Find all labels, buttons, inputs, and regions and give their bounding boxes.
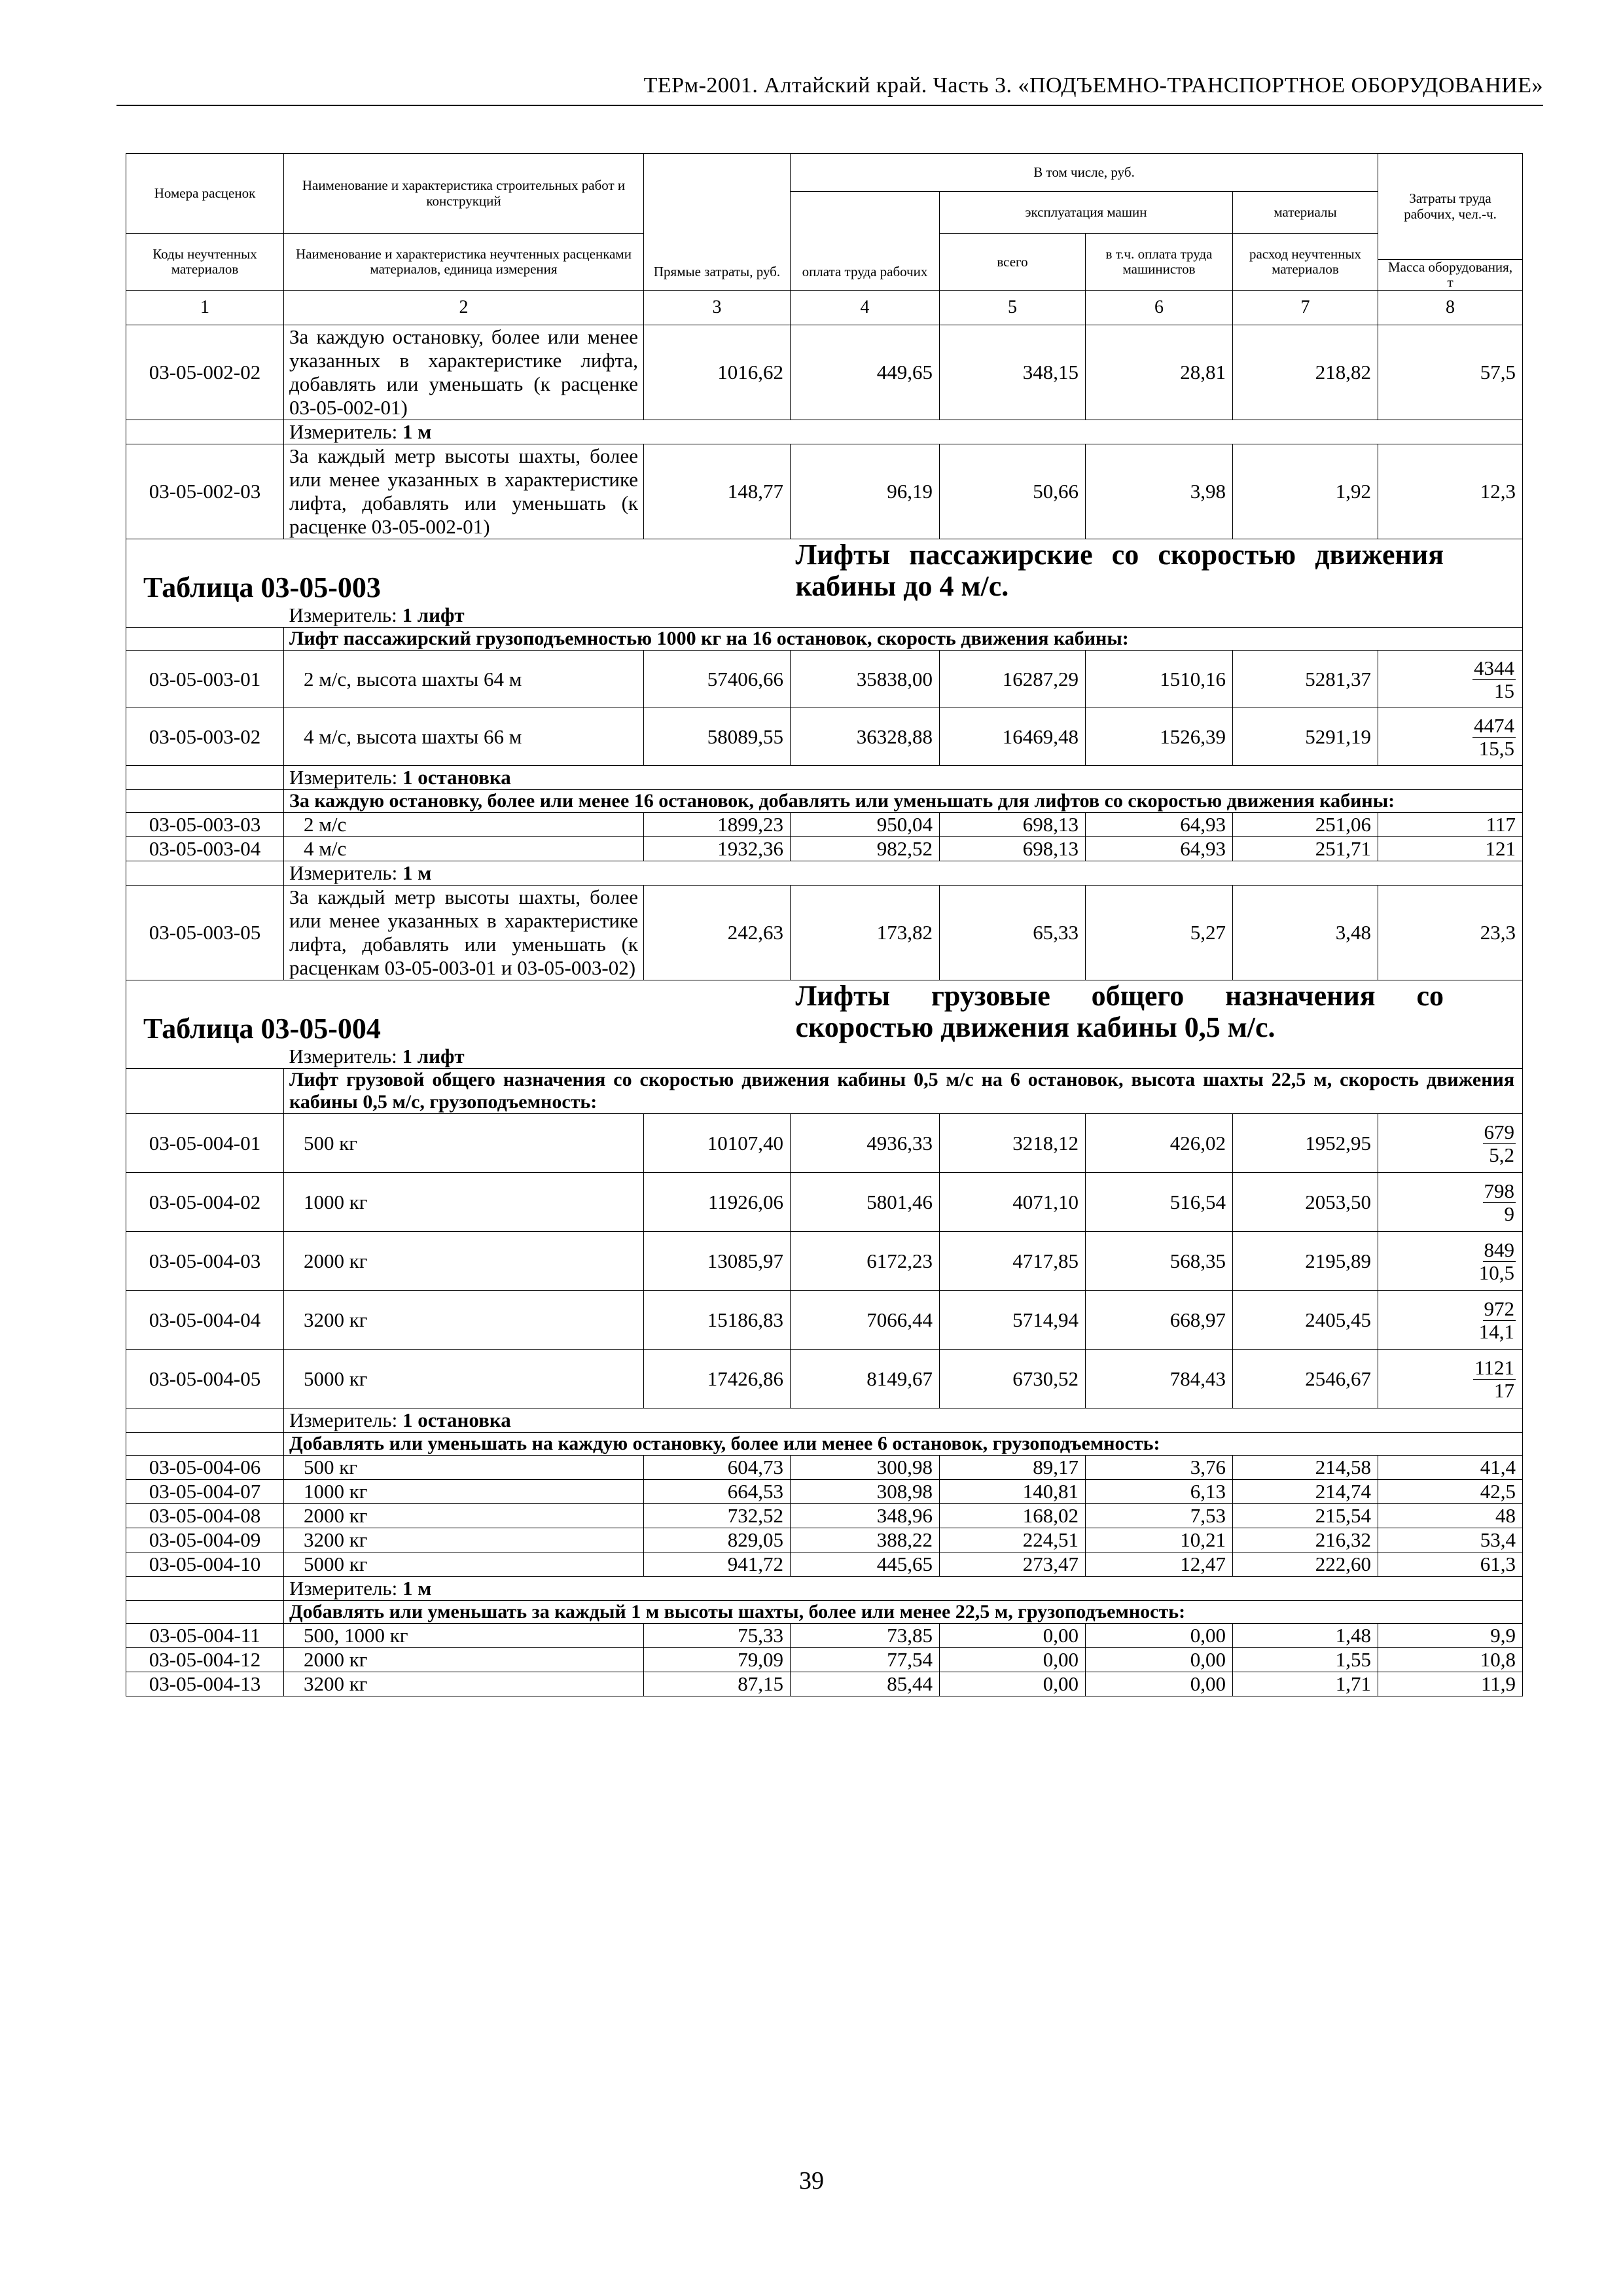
machine-total: 5714,94: [940, 1291, 1086, 1350]
rate-code: 03-05-004-12: [126, 1648, 284, 1672]
machine-total: 4717,85: [940, 1232, 1086, 1291]
rate-name: 3200 кг: [284, 1291, 644, 1350]
rate-name: 500 кг: [284, 1456, 644, 1480]
labor-costs: 10,8: [1378, 1648, 1523, 1672]
operator-pay: 0,00: [1086, 1624, 1233, 1648]
machine-total: 3218,12: [940, 1114, 1086, 1173]
rate-name: 2000 кг: [284, 1504, 644, 1528]
machine-total: 50,66: [940, 444, 1086, 539]
table-row: [126, 1672, 1523, 1696]
materials-cost: 1952,95: [1233, 1114, 1378, 1173]
section-row: [126, 1069, 1523, 1114]
direct-costs: 15186,83: [644, 1291, 791, 1350]
table-row: [126, 1528, 1523, 1552]
operator-pay: 516,54: [1086, 1173, 1233, 1232]
col-direct-costs: Прямые затраты, руб.: [644, 154, 791, 291]
table-description: Лифты пассажирские со скоростью движения кабины до 4 м/с.: [791, 539, 1523, 604]
price-table-container: [126, 153, 1522, 1696]
rate-code: 03-05-004-10: [126, 1552, 284, 1577]
labor-costs: 9,9: [1378, 1624, 1523, 1648]
direct-costs: 1899,23: [644, 813, 791, 837]
direct-costs: 148,77: [644, 444, 791, 539]
col-machine-ops: эксплуатация машин: [940, 192, 1233, 234]
col-number: 4: [791, 291, 940, 325]
worker-pay: 173,82: [791, 886, 940, 980]
measure-unit: Измеритель: 1 лифт: [284, 1045, 1523, 1069]
col-name-materials: Наименование и характеристика неучтенных расценками материалов, единица измерения: [284, 234, 644, 291]
labor-costs: 11,9: [1378, 1672, 1523, 1696]
table-title-row: [126, 539, 1523, 604]
direct-costs: 75,33: [644, 1624, 791, 1648]
column-numbers-row: [126, 291, 1523, 325]
rate-name: 1000 кг: [284, 1173, 644, 1232]
labor-costs: 53,4: [1378, 1528, 1523, 1552]
machine-total: 348,15: [940, 325, 1086, 420]
rate-name: 4 м/с: [284, 837, 644, 861]
machine-total: 0,00: [940, 1648, 1086, 1672]
rate-name: 2000 кг: [284, 1232, 644, 1291]
col-material-codes: Коды неучтенных материалов: [126, 234, 284, 291]
operator-pay: 12,47: [1086, 1552, 1233, 1577]
worker-pay: 348,96: [791, 1504, 940, 1528]
col-number: 6: [1086, 291, 1233, 325]
machine-total: 16469,48: [940, 708, 1086, 766]
operator-pay: 426,02: [1086, 1114, 1233, 1173]
labor-costs: 121: [1378, 837, 1523, 861]
materials-cost: 215,54: [1233, 1504, 1378, 1528]
section-heading: Добавлять или уменьшать за каждый 1 м высоты шахты, более или менее 22,5 м, грузоподъемность:: [284, 1601, 1523, 1624]
rate-name: 4 м/с, высота шахты 66 м: [284, 708, 644, 766]
materials-cost: 222,60: [1233, 1552, 1378, 1577]
col-total: всего: [940, 234, 1086, 291]
rate-code: 03-05-003-01: [126, 651, 284, 708]
labor-costs: 12,3: [1378, 444, 1523, 539]
operator-pay: 0,00: [1086, 1648, 1233, 1672]
worker-pay: 8149,67: [791, 1350, 940, 1408]
materials-cost: 218,82: [1233, 325, 1378, 420]
rate-name: 3200 кг: [284, 1672, 644, 1696]
worker-pay: 36328,88: [791, 708, 940, 766]
table-row: [126, 1232, 1523, 1291]
materials-cost: 1,71: [1233, 1672, 1378, 1696]
worker-pay: 77,54: [791, 1648, 940, 1672]
direct-costs: 13085,97: [644, 1232, 791, 1291]
col-number: 2: [284, 291, 644, 325]
operator-pay: 1526,39: [1086, 708, 1233, 766]
labor-costs: 57,5: [1378, 325, 1523, 420]
measure-row: [126, 1045, 1523, 1069]
col-unaccounted-materials: расход неучтенных материалов: [1233, 234, 1378, 291]
materials-cost: 2405,45: [1233, 1291, 1378, 1350]
labor-mass-fraction: $\frac{1121}{17}$: [1378, 1350, 1523, 1408]
worker-pay: 5801,46: [791, 1173, 940, 1232]
running-header: ТЕРм-2001. Алтайский край. Часть 3. «ПОДЪЕМНО-ТРАНСПОРТНОЕ ОБОРУДОВАНИЕ»: [643, 73, 1543, 98]
direct-costs: 829,05: [644, 1528, 791, 1552]
rate-code: 03-05-003-02: [126, 708, 284, 766]
labor-costs: 61,3: [1378, 1552, 1523, 1577]
col-rate-numbers: Номера расценок: [126, 154, 284, 234]
machine-total: 65,33: [940, 886, 1086, 980]
rate-code: 03-05-004-07: [126, 1480, 284, 1504]
labor-costs: 117: [1378, 813, 1523, 837]
machine-total: 168,02: [940, 1504, 1086, 1528]
machine-total: 698,13: [940, 837, 1086, 861]
table-row: [126, 837, 1523, 861]
rate-name: 5000 кг: [284, 1350, 644, 1408]
labor-mass-fraction: $\frac{972}{14,1}$: [1378, 1291, 1523, 1350]
rate-code: 03-05-004-09: [126, 1528, 284, 1552]
section-heading: Лифт грузовой общего назначения со скоростью движения кабины 0,5 м/с на 6 остановок, высота шахты 22,5 м, скорость движения кабины 0,5 м/с, грузоподъемность:: [284, 1069, 1523, 1114]
worker-pay: 85,44: [791, 1672, 940, 1696]
section-heading: За каждую остановку, более или менее 16 остановок, добавлять или уменьшать для лифтов со скоростью движения кабины:: [284, 790, 1523, 813]
section-row: [126, 1601, 1523, 1624]
table-title: Таблица 03-05-004: [143, 1013, 381, 1045]
rate-code: 03-05-004-02: [126, 1173, 284, 1232]
table-row: [126, 325, 1523, 420]
table-row: [126, 1291, 1523, 1350]
machine-total: 89,17: [940, 1456, 1086, 1480]
table-header: [126, 154, 1523, 325]
worker-pay: 35838,00: [791, 651, 940, 708]
materials-cost: 251,71: [1233, 837, 1378, 861]
table-row: [126, 813, 1523, 837]
machine-total: 698,13: [940, 813, 1086, 837]
measure-row: [126, 603, 1523, 628]
materials-cost: 5281,37: [1233, 651, 1378, 708]
worker-pay: 96,19: [791, 444, 940, 539]
section-heading: Лифт пассажирский грузоподъемностью 1000 кг на 16 остановок, скорость движения кабины:: [284, 628, 1523, 651]
rate-name: 5000 кг: [284, 1552, 644, 1577]
rate-code: 03-05-003-03: [126, 813, 284, 837]
operator-pay: 10,21: [1086, 1528, 1233, 1552]
col-labor-costs: Затраты труда рабочих, чел.-ч.: [1378, 154, 1523, 260]
rate-code: 03-05-004-13: [126, 1672, 284, 1696]
labor-mass-fraction: $\frac{798}{9}$: [1378, 1173, 1523, 1232]
materials-cost: 216,32: [1233, 1528, 1378, 1552]
machine-total: 4071,10: [940, 1173, 1086, 1232]
labor-mass-fraction: $\frac{4474}{15,5}$: [1378, 708, 1523, 766]
materials-cost: 1,92: [1233, 444, 1378, 539]
table-row: [126, 1173, 1523, 1232]
table-row: [126, 1480, 1523, 1504]
direct-costs: 87,15: [644, 1672, 791, 1696]
worker-pay: 950,04: [791, 813, 940, 837]
operator-pay: 3,76: [1086, 1456, 1233, 1480]
materials-cost: 2195,89: [1233, 1232, 1378, 1291]
materials-cost: 251,06: [1233, 813, 1378, 837]
col-worker-pay: оплата труда рабочих: [791, 192, 940, 291]
machine-total: 6730,52: [940, 1350, 1086, 1408]
machine-total: 16287,29: [940, 651, 1086, 708]
rate-name: 2 м/с: [284, 813, 644, 837]
operator-pay: 64,93: [1086, 813, 1233, 837]
col-name-works: Наименование и характеристика строительных работ и конструкций: [284, 154, 644, 234]
direct-costs: 57406,66: [644, 651, 791, 708]
direct-costs: 604,73: [644, 1456, 791, 1480]
machine-total: 224,51: [940, 1528, 1086, 1552]
col-incl-operators: в т.ч. оплата труда машинистов: [1086, 234, 1233, 291]
direct-costs: 664,53: [644, 1480, 791, 1504]
table-description: Лифты грузовые общего назначения со скоростью движения кабины 0,5 м/с.: [791, 980, 1523, 1045]
materials-cost: 1,55: [1233, 1648, 1378, 1672]
direct-costs: 10107,40: [644, 1114, 791, 1173]
measure-unit: Измеритель: 1 м: [284, 861, 1523, 886]
worker-pay: 73,85: [791, 1624, 940, 1648]
direct-costs: 58089,55: [644, 708, 791, 766]
rate-code: 03-05-003-04: [126, 837, 284, 861]
worker-pay: 445,65: [791, 1552, 940, 1577]
worker-pay: 449,65: [791, 325, 940, 420]
section-row: [126, 1433, 1523, 1456]
table-row: [126, 1552, 1523, 1577]
table-row: [126, 1648, 1523, 1672]
measure-unit: Измеритель: 1 м: [284, 420, 1523, 444]
labor-costs: 42,5: [1378, 1480, 1523, 1504]
measure-unit: Измеритель: 1 лифт: [284, 603, 1523, 628]
measure-unit: Измеритель: 1 остановка: [284, 1408, 1523, 1433]
rate-code: 03-05-004-01: [126, 1114, 284, 1173]
machine-total: 273,47: [940, 1552, 1086, 1577]
col-number: 3: [644, 291, 791, 325]
rate-code: 03-05-004-06: [126, 1456, 284, 1480]
measure-row: [126, 861, 1523, 886]
page-number: 39: [799, 2167, 824, 2195]
rate-name: 2000 кг: [284, 1648, 644, 1672]
worker-pay: 982,52: [791, 837, 940, 861]
rate-code: 03-05-002-03: [126, 444, 284, 539]
worker-pay: 300,98: [791, 1456, 940, 1480]
header-rule: [116, 105, 1543, 106]
worker-pay: 388,22: [791, 1528, 940, 1552]
materials-cost: 1,48: [1233, 1624, 1378, 1648]
table-row: [126, 1456, 1523, 1480]
table-title-row: [126, 980, 1523, 1045]
measure-row: [126, 766, 1523, 790]
table-row: [126, 651, 1523, 708]
measure-row: [126, 420, 1523, 444]
section-heading: Добавлять или уменьшать на каждую остановку, более или менее 6 остановок, грузоподъемность:: [284, 1433, 1523, 1456]
rate-code: 03-05-004-05: [126, 1350, 284, 1408]
materials-cost: 214,74: [1233, 1480, 1378, 1504]
table-row: [126, 1114, 1523, 1173]
operator-pay: 568,35: [1086, 1232, 1233, 1291]
rate-code: 03-05-004-03: [126, 1232, 284, 1291]
operator-pay: 7,53: [1086, 1504, 1233, 1528]
worker-pay: 4936,33: [791, 1114, 940, 1173]
col-number: 7: [1233, 291, 1378, 325]
rate-name: За каждую остановку, более или менее указанных в характеристике лифта, добавлять или уменьшать (к расценке 03-05-002-01): [284, 325, 644, 420]
table-row: [126, 708, 1523, 766]
direct-costs: 17426,86: [644, 1350, 791, 1408]
table-row: [126, 1624, 1523, 1648]
direct-costs: 1016,62: [644, 325, 791, 420]
col-including: В том числе, руб.: [791, 154, 1378, 192]
measure-row: [126, 1577, 1523, 1601]
materials-cost: 214,58: [1233, 1456, 1378, 1480]
table-row: [126, 886, 1523, 980]
machine-total: 0,00: [940, 1624, 1086, 1648]
rate-name: За каждый метр высоты шахты, более или менее указанных в характеристике лифта, добавлять или уменьшать (к расценке 03-05-002-01): [284, 444, 644, 539]
table-row: [126, 1350, 1523, 1408]
rate-code: 03-05-002-02: [126, 325, 284, 420]
rate-code: 03-05-003-05: [126, 886, 284, 980]
col-number: 5: [940, 291, 1086, 325]
worker-pay: 6172,23: [791, 1232, 940, 1291]
labor-costs: 23,3: [1378, 886, 1523, 980]
measure-unit: Измеритель: 1 м: [284, 1577, 1523, 1601]
materials-cost: 2546,67: [1233, 1350, 1378, 1408]
col-equipment-mass: Масса оборудования, т: [1378, 260, 1523, 291]
labor-mass-fraction: $\frac{4344}{15}$: [1378, 651, 1523, 708]
worker-pay: 7066,44: [791, 1291, 940, 1350]
direct-costs: 79,09: [644, 1648, 791, 1672]
price-table: [126, 153, 1523, 1696]
operator-pay: 64,93: [1086, 837, 1233, 861]
direct-costs: 11926,06: [644, 1173, 791, 1232]
operator-pay: 5,27: [1086, 886, 1233, 980]
labor-costs: 41,4: [1378, 1456, 1523, 1480]
materials-cost: 2053,50: [1233, 1173, 1378, 1232]
direct-costs: 732,52: [644, 1504, 791, 1528]
measure-row: [126, 1408, 1523, 1433]
materials-cost: 3,48: [1233, 886, 1378, 980]
labor-mass-fraction: $\frac{679}{5,2}$: [1378, 1114, 1523, 1173]
col-number: 1: [126, 291, 284, 325]
rate-code: 03-05-004-11: [126, 1624, 284, 1648]
rate-code: 03-05-004-08: [126, 1504, 284, 1528]
direct-costs: 242,63: [644, 886, 791, 980]
direct-costs: 941,72: [644, 1552, 791, 1577]
worker-pay: 308,98: [791, 1480, 940, 1504]
operator-pay: 784,43: [1086, 1350, 1233, 1408]
operator-pay: 3,98: [1086, 444, 1233, 539]
operator-pay: 668,97: [1086, 1291, 1233, 1350]
machine-total: 0,00: [940, 1672, 1086, 1696]
operator-pay: 0,00: [1086, 1672, 1233, 1696]
table-row: [126, 444, 1523, 539]
rate-name: За каждый метр высоты шахты, более или менее указанных в характеристике лифта, добавлять или уменьшать (к расценкам 03-05-003-01 и 03-05-003-02): [284, 886, 644, 980]
labor-mass-fraction: $\frac{849}{10,5}$: [1378, 1232, 1523, 1291]
section-row: [126, 790, 1523, 813]
operator-pay: 1510,16: [1086, 651, 1233, 708]
rate-name: 500 кг: [284, 1114, 644, 1173]
machine-total: 140,81: [940, 1480, 1086, 1504]
materials-cost: 5291,19: [1233, 708, 1378, 766]
direct-costs: 1932,36: [644, 837, 791, 861]
col-number: 8: [1378, 291, 1523, 325]
operator-pay: 6,13: [1086, 1480, 1233, 1504]
table-title: Таблица 03-05-003: [143, 571, 381, 604]
measure-unit: Измеритель: 1 остановка: [284, 766, 1523, 790]
section-row: [126, 628, 1523, 651]
labor-costs: 48: [1378, 1504, 1523, 1528]
rate-code: 03-05-004-04: [126, 1291, 284, 1350]
rate-name: 500, 1000 кг: [284, 1624, 644, 1648]
table-row: [126, 1504, 1523, 1528]
rate-name: 3200 кг: [284, 1528, 644, 1552]
rate-name: 2 м/с, высота шахты 64 м: [284, 651, 644, 708]
rate-name: 1000 кг: [284, 1480, 644, 1504]
col-materials: материалы: [1233, 192, 1378, 234]
operator-pay: 28,81: [1086, 325, 1233, 420]
